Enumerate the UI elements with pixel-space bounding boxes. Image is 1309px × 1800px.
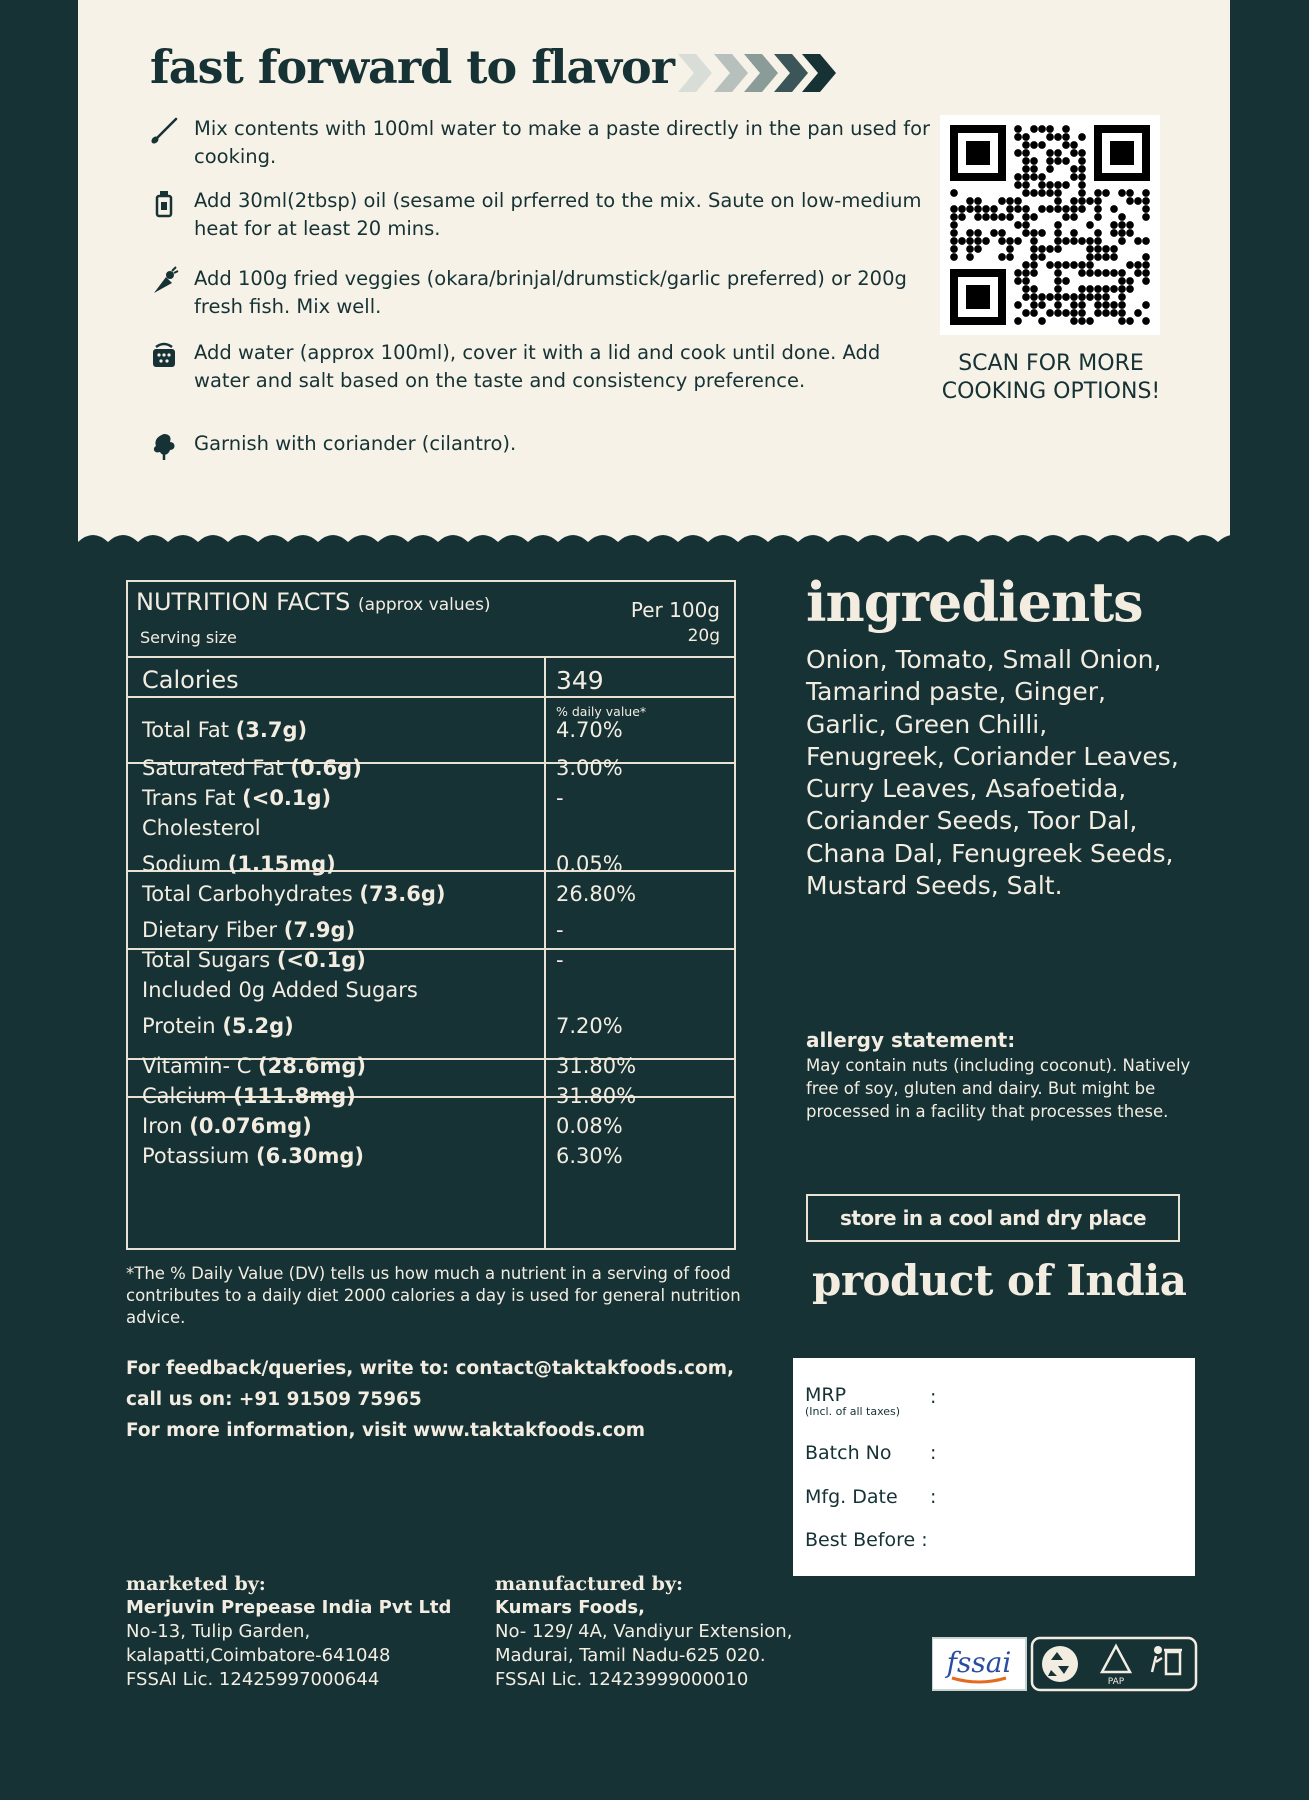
nutrient-daily-value: -	[556, 948, 564, 972]
fssai-logo	[932, 1638, 1026, 1690]
certification-logos	[932, 1636, 1198, 1692]
nutrient-label: Included 0g Added Sugars	[142, 978, 418, 1002]
nutrient-label: Total Fat	[142, 718, 229, 742]
nutrient-amount: (<0.1g)	[242, 786, 332, 810]
nutrient-amount: (7.9g)	[283, 918, 356, 942]
nutrient-daily-value: 3.00%	[556, 756, 623, 780]
nutrient-label: Total Sugars	[142, 948, 271, 972]
qr-code-pattern	[940, 115, 1160, 335]
best-before-label: Best Before :	[805, 1529, 928, 1551]
daily-value-footnote: *The % Daily Value (DV) tells us how much a nutrient in a serving of food contributes to a daily diet 2000 calories a day is used for general nutrition advice.	[126, 1264, 741, 1327]
marketer-name: Merjuvin Prepease India Pvt Ltd	[126, 1597, 452, 1618]
instruction-step-5	[194, 430, 934, 458]
nutrient-daily-value: 26.80%	[556, 882, 637, 906]
instruction-step-text: Add 30ml(2tbsp) oil (sesame oil prferred to the mix. Saute on low-medium heat for at least 20 mins.	[194, 189, 922, 240]
nutrition-title	[136, 588, 491, 616]
instructions-panel	[78, 0, 1230, 547]
fssai-logo-text: fssai	[946, 1646, 1012, 1679]
nutrient-name	[142, 978, 418, 1002]
nutrient-amount: (0.076mg)	[189, 1114, 312, 1138]
qr-code[interactable]	[940, 115, 1160, 335]
nutrient-daily-value: -	[556, 918, 564, 942]
wavy-edge-divider	[78, 528, 1230, 558]
nutrient-name	[142, 786, 331, 810]
nutrient-label: Sodium	[142, 852, 222, 876]
contact-email-line: For feedback/queries, write to: contact@taktakfoods.com,	[126, 1358, 735, 1379]
mfg-colon: :	[930, 1486, 937, 1508]
instructions-headline: fast forward to flavor	[150, 40, 674, 94]
instruction-step-3	[194, 265, 934, 321]
nutrient-label: Iron	[142, 1114, 183, 1138]
nutrient-daily-value: 7.20%	[556, 1014, 623, 1038]
nutrient-name	[142, 816, 261, 840]
nutrient-amount: (5.2g)	[222, 1014, 294, 1038]
instruction-step-text: Garnish with coriander (cilantro).	[194, 432, 517, 455]
nutrient-name	[142, 1144, 364, 1168]
nutrient-label: Saturated Fat	[142, 756, 284, 780]
manufacturer-address-line: No- 129/ 4A, Vandiyur Extension,	[495, 1621, 793, 1642]
pap-recycle-icon	[1102, 1646, 1130, 1687]
mrp-tax-note: (Incl. of all taxes)	[805, 1405, 901, 1418]
marketer-address-line: No-13, Tulip Garden,	[126, 1621, 311, 1642]
daily-value-header: % daily value*	[556, 704, 647, 719]
nutrient-label: Potassium	[142, 1144, 250, 1168]
mrp-label: MRP	[805, 1384, 847, 1406]
nutrient-amount: (73.6g)	[359, 882, 446, 906]
marketer-address-line: kalapatti,Coimbatore-641048	[126, 1645, 391, 1666]
ingredients-list: Onion, Tomato, Small Onion, Tamarind paste, Ginger, Garlic, Green Chilli, Fenugreek, Coriander Leaves, Curry Leaves, Asafoetida, Coriander Seeds, Toor Dal, Chana Dal, Fenugreek Seeds, Mustard Seeds, Salt.	[806, 645, 1179, 901]
calories-label: Calories	[142, 666, 239, 694]
nutrient-daily-value: 0.05%	[556, 852, 623, 876]
instruction-step-text: Add water (approx 100ml), cover it with a lid and cook until done. Add water and salt based on the taste and consistency preference.	[194, 341, 881, 392]
mrp-colon: :	[930, 1386, 937, 1408]
coriander-leaf-icon	[148, 430, 180, 462]
contact-website-line: For more information, visit www.taktakfoods.com	[126, 1420, 646, 1441]
instruction-step-text: Add 100g fried veggies (okara/brinjal/drumstick/garlic preferred) or 200g fresh fish. Mix well.	[194, 267, 907, 318]
nutrient-name	[142, 718, 307, 742]
nutrient-amount: (0.6g)	[290, 756, 362, 780]
marketer-title: marketed by:	[126, 1573, 266, 1595]
nutrient-daily-value: -	[556, 786, 564, 810]
nutrient-name	[142, 1084, 356, 1108]
pap-text: PAP	[1107, 1677, 1125, 1687]
serving-size-label: Serving size	[140, 628, 237, 647]
nutrient-amount: (28.6mg)	[258, 1054, 366, 1078]
nutrient-amount: (<0.1g)	[276, 948, 366, 972]
marketer-block	[126, 1572, 496, 1692]
contact-phone-line: call us on: +91 91509 75965	[126, 1389, 422, 1410]
nutrient-name	[142, 756, 362, 780]
nutrient-label: Dietary Fiber	[142, 918, 278, 942]
nutrition-facts-table	[126, 580, 736, 1250]
fast-forward-chevrons-icon	[678, 52, 918, 94]
product-origin: product of India	[812, 1256, 1187, 1305]
instruction-step-4	[194, 339, 934, 395]
storage-instruction: store in a cool and dry place	[806, 1194, 1180, 1242]
nutrient-name	[142, 918, 355, 942]
dispose-bin-icon	[1152, 1646, 1182, 1674]
oil-bottle-icon	[148, 187, 180, 219]
nutrition-title-note: (approx values)	[358, 595, 491, 615]
qr-caption-line: COOKING OPTIONS!	[941, 379, 1161, 404]
ingredients-title: ingredients	[806, 570, 1143, 634]
nutrient-label: Cholesterol	[142, 816, 261, 840]
instruction-step-2	[194, 187, 934, 243]
nutrient-name	[142, 948, 366, 972]
nutrient-amount: (1.15mg)	[227, 852, 336, 876]
batch-no-label: Batch No	[805, 1442, 892, 1464]
nutrient-label: Total Carbohydrates	[142, 882, 353, 906]
nutrient-label: Protein	[142, 1014, 216, 1038]
mrp-label-box	[793, 1358, 1195, 1576]
nutrient-name	[142, 1014, 294, 1038]
nutrient-name	[142, 1054, 366, 1078]
qr-caption	[916, 350, 1186, 406]
nutrient-daily-value: 0.08%	[556, 1114, 623, 1138]
serving-size-value: 20g	[687, 626, 720, 646]
manufacturer-license: FSSAI Lic. 12423999000010	[495, 1669, 749, 1690]
nutrient-name	[142, 852, 336, 876]
batch-colon: :	[930, 1442, 937, 1464]
nutrient-label: Vitamin- C	[142, 1054, 252, 1078]
manufacturer-block	[495, 1572, 875, 1692]
allergy-title: allergy statement:	[806, 1028, 1016, 1052]
nutrient-name	[142, 1114, 312, 1138]
marketer-license: FSSAI Lic. 12425997000644	[126, 1669, 380, 1690]
nutrient-daily-value: 31.80%	[556, 1054, 637, 1078]
mfg-date-label: Mfg. Date	[805, 1486, 898, 1508]
nutrient-daily-value: 6.30%	[556, 1144, 623, 1168]
instruction-step-1	[194, 115, 934, 171]
manufacturer-title: manufactured by:	[495, 1573, 684, 1595]
nutrient-amount: (111.8mg)	[233, 1084, 356, 1108]
nutrient-amount: (6.30mg)	[256, 1144, 364, 1168]
nutrient-label: Calcium	[142, 1084, 227, 1108]
manufacturer-name: Kumars Foods,	[495, 1597, 645, 1618]
calories-value: 349	[556, 666, 604, 695]
vegetables-icon	[148, 265, 180, 297]
cooking-pot-icon	[148, 339, 180, 371]
nutrient-daily-value: 4.70%	[556, 718, 623, 742]
per-100g-label: Per 100g	[630, 598, 720, 622]
recycle-icon	[1042, 1646, 1078, 1682]
nutrient-label: Trans Fat	[142, 786, 236, 810]
spoon-icon	[148, 115, 180, 147]
nutrient-name	[142, 882, 445, 906]
manufacturer-address-line: Madurai, Tamil Nadu-625 020.	[495, 1645, 766, 1666]
qr-caption-line: SCAN FOR MORE	[958, 351, 1144, 376]
nutrition-title-text: NUTRITION FACTS	[136, 588, 351, 616]
nutrient-daily-value: 31.80%	[556, 1084, 637, 1108]
instruction-step-text: Mix contents with 100ml water to make a paste directly in the pan used for cooking.	[194, 117, 931, 168]
allergy-text: May contain nuts (including coconut). Natively free of soy, gluten and dairy. But might be processed in a facility that processes these.	[806, 1056, 1191, 1121]
nutrient-amount: (3.7g)	[235, 718, 308, 742]
